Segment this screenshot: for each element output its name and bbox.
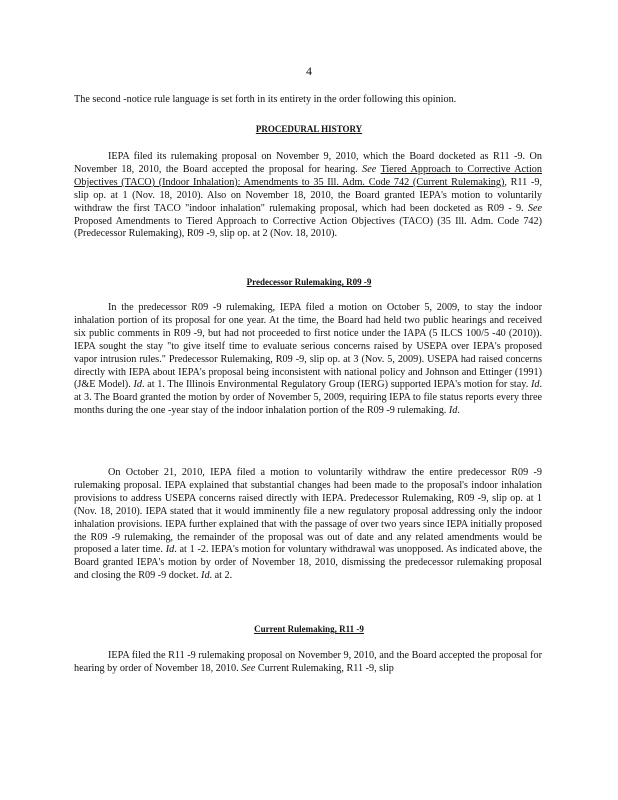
p4-citation-current: Current Rulemaking bbox=[257, 662, 342, 674]
p4-signal-see: See bbox=[241, 662, 256, 674]
p1-text-a: IEPA filed its rulemaking proposal on November 9, 2010, which the Board docketed as R11 -9. On November 18, 2010, the Board accepted the proposal for hearing. bbox=[74, 151, 542, 175]
heading-predecessor-text: Predecessor Rulemaking, R09 -9 bbox=[246, 277, 372, 287]
p3-text-a: On October 21, 2010, IEPA filed a motion to voluntarily withdraw the entire predecessor R09 -9 rulemaking proposal. IEPA explained that substantial changes had been made to the proposal's indoor inhalation provisions to address USEPA concerns raised directly with IEPA. bbox=[74, 467, 542, 504]
heading-procedural-history bbox=[0, 124, 618, 134]
p1-citation-current: Tiered Approach to Corrective Action Objectives (TACO) (Indoor Inhalation): Amendments to 35 Ill. Adm. Code 742 (Current Rulemaking) bbox=[74, 163, 542, 188]
p2-text-d: . at 3. The Board granted the motion by order of November 5, 2009, requiring IEPA to file status reports every three months during the one -year stay of the indoor inhalation portion of the R09 -9 rulemaking. bbox=[74, 379, 542, 417]
p4-text-a: IEPA filed the R11 -9 rulemaking proposal on November 9, 2010, and the Board accepted the proposal for hearing by order of November 18, 2010. bbox=[74, 650, 542, 674]
p2-id-1: Id bbox=[133, 379, 142, 391]
p2-id-2: Id bbox=[530, 379, 540, 391]
heading-current-text: Current Rulemaking, R11 -9 bbox=[254, 624, 364, 634]
heading-predecessor bbox=[0, 277, 618, 287]
heading-current bbox=[0, 624, 618, 634]
p2-text-a: In the predecessor R09 -9 rulemaking, IEPA filed a motion on October 5, 2009, to stay the indoor inhalation portion of its proposal for one year. At the time, the Board had held two public hearings and received six public comments in R09 -9, but had not proceeded to first notice under the IAPA (5 ILCS 100/5 -40 (2010)). IEPA sought the stay "to give itself time to evaluate serious concerns raised by USEPA over IEPA's proposed vapor intrusion rules." bbox=[74, 302, 542, 365]
p2-text-b: , R09 -9, slip op. at 3 (Nov. 5, 2009). USEPA had raised concerns directly with IEPA about IEPA's proposal being inconsistent with national policy and Johnson and Ettinger (1991) (J&E Model). bbox=[74, 353, 543, 391]
page-number: 4 bbox=[306, 64, 312, 78]
p3-text-b: , R09 -9, slip op. at 1 (Nov. 18, 2010). IEPA stated that it would imminently file a new regulatory proposal addressing only the indoor inhalation provisions. IEPA further explained that with the passage of over two years since IEPA initially proposed the R09 -9 rulemaking, the remainder of the proposal was out of date and any related amendments would be proposed a later time. bbox=[74, 492, 543, 556]
p2-citation-predecessor: Predecessor Rulemaking bbox=[168, 353, 271, 365]
p3-citation-predecessor: Predecessor Rulemaking bbox=[349, 492, 452, 504]
paragraph-current-rulemaking bbox=[74, 650, 542, 676]
p2-text-c: . at 1. The Illinois Environmental Regulatory Group (IERG) supported IEPA's motion for stay. bbox=[141, 379, 529, 391]
p3-text-c: . at 1 -2. IEPA's motion for voluntary withdrawal was unopposed. As indicated above, the Board granted IEPA's motion by order of November 18, 2010, dismissing the predecessor rulemaking proposal and closing the R09 -9 docket. bbox=[74, 544, 542, 582]
intro-paragraph: The second -notice rule language is set forth in its entirety in the order following this opinion. bbox=[74, 94, 457, 105]
paragraph-current-filing bbox=[74, 151, 542, 241]
heading-procedural-history-text: PROCEDURAL HISTORY bbox=[255, 124, 363, 134]
paragraph-predecessor-stay bbox=[74, 302, 542, 418]
p1-signal-see-2: See bbox=[527, 202, 542, 214]
p3-id-1: Id bbox=[165, 544, 175, 556]
p2-id-3: Id bbox=[448, 405, 458, 417]
p1-text-c: , R09 -9, slip op. at 2 (Nov. 18, 2010). bbox=[181, 228, 338, 240]
p3-text-d: . at 2. bbox=[209, 570, 233, 582]
p4-text-b: , R11 -9, slip bbox=[341, 662, 394, 674]
p1-citation-predecessor: Proposed Amendments to Tiered Approach to Corrective Action Objectives (TACO) (35 Ill. Adm. Code 742) (Predecessor Rulemaking) bbox=[74, 215, 542, 240]
p1-text-b: , R11 -9, slip op. at 1 (Nov. 18, 2010). Also on November 18, 2010, the Board granted IEPA's motion to voluntarily withdraw the first TACO "indoor inhalation" rulemaking proposal, which had been docketed as R09 - 9. bbox=[74, 176, 542, 214]
p2-text-e: . bbox=[457, 405, 460, 417]
paragraph-predecessor-withdrawal bbox=[74, 467, 542, 583]
p1-signal-see: See bbox=[362, 163, 377, 175]
p3-id-2: Id bbox=[201, 570, 210, 582]
